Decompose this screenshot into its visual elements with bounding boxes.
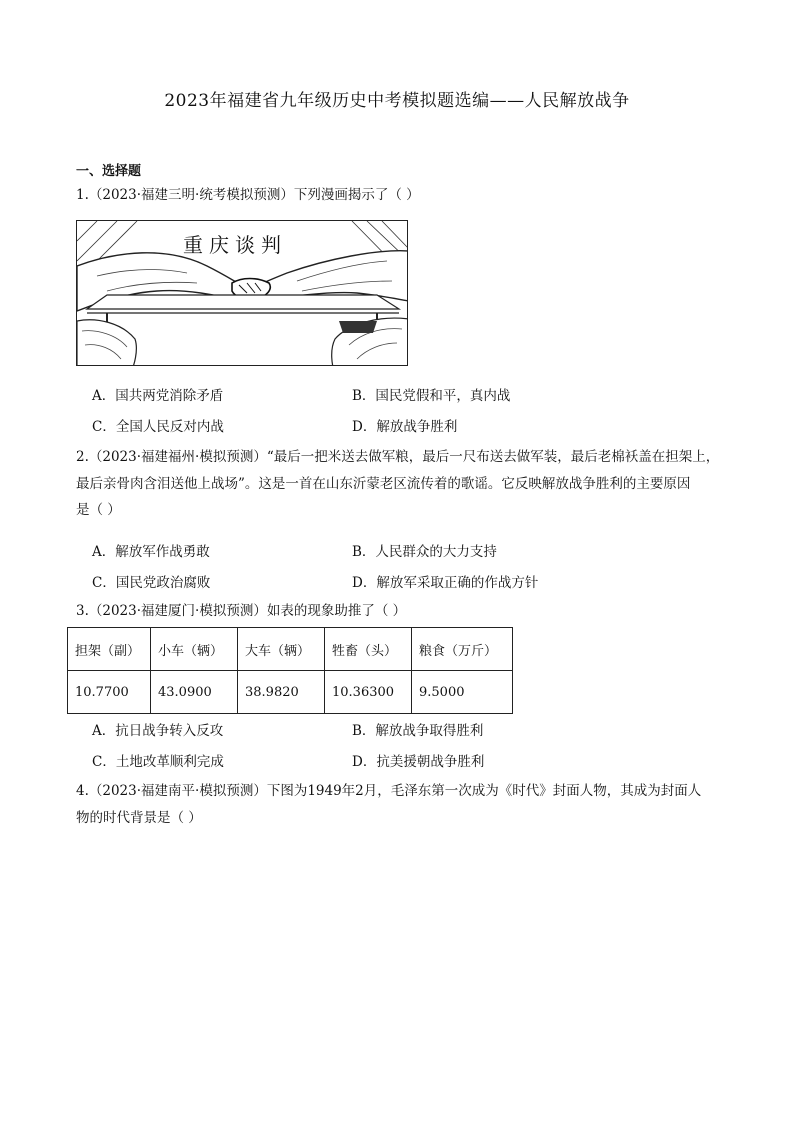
question-2-line: 最后亲骨肉含泪送他上战场”。这是一首在山东沂蒙老区流传着的歌谣。它反映解放战争胜利的主要原因 (76, 475, 691, 492)
option-c: C．土地改革顺利完成 (92, 754, 224, 770)
question-3-stem (76, 598, 726, 625)
question-4-line: 物的时代背景是（ ） (76, 809, 202, 826)
section-heading: 一、选择题 (76, 164, 142, 179)
table-cell: 38.9820 (238, 671, 325, 714)
data-table (67, 627, 513, 714)
table-header-cell: 牲畜（头） (325, 628, 412, 671)
option-b: B．解放战争取得胜利 (352, 723, 484, 739)
table-row (68, 671, 513, 714)
option-a: A．解放军作战勇敢 (92, 544, 210, 560)
table-header-cell: 大车（辆） (238, 628, 325, 671)
page-title: 2023年福建省九年级历史中考模拟题选编——人民解放战争 (164, 91, 630, 111)
option-d: D．抗美援朝战争胜利 (352, 754, 485, 770)
question-2-line: 2.（2023·福建福州·模拟预测）“最后一把米送去做军粮，最后一尺布送去做军装，最后老棉袄盖在担架上， (76, 449, 720, 465)
table-cell: 9.5000 (412, 671, 513, 714)
option-c: C．国民党政治腐败 (92, 575, 211, 591)
table-header-cell: 粮食（万斤） (412, 628, 513, 671)
cartoon-caption: 重庆谈判 (183, 233, 287, 257)
table-header-row (68, 628, 513, 671)
question-4-stem (76, 778, 746, 831)
table-cell: 43.0900 (151, 671, 238, 714)
question-1-line: 1.（2023·福建三明·统考模拟预测）下列漫画揭示了（ ） (76, 187, 420, 203)
option-d: D．解放战争胜利 (352, 419, 458, 435)
table-cell: 10.7700 (68, 671, 151, 714)
question-2-line: 是（ ） (76, 502, 121, 518)
table-cell: 10.36300 (325, 671, 412, 714)
question-2-stem (76, 444, 746, 524)
table-header-cell: 担架（副） (68, 628, 151, 671)
cartoon-image (76, 220, 408, 366)
option-b: B．国民党假和平，真内战 (352, 388, 511, 404)
option-d: D．解放军采取正确的作战方针 (352, 575, 539, 591)
table-header-cell: 小车（辆） (151, 628, 238, 671)
option-b: B．人民群众的大力支持 (352, 544, 497, 560)
question-1-stem (76, 182, 726, 209)
option-a: A．国共两党消除矛盾 (92, 388, 224, 404)
question-3-line: 3.（2023·福建厦门·模拟预测）如表的现象助推了（ ） (76, 603, 407, 619)
question-4-line: 4.（2023·福建南平·模拟预测）下图为1949年2月，毛泽东第一次成为《时代》封面人物，其成为封面人 (76, 783, 702, 799)
option-a: A．抗日战争转入反攻 (92, 723, 224, 739)
option-c: C．全国人民反对内战 (92, 419, 224, 435)
